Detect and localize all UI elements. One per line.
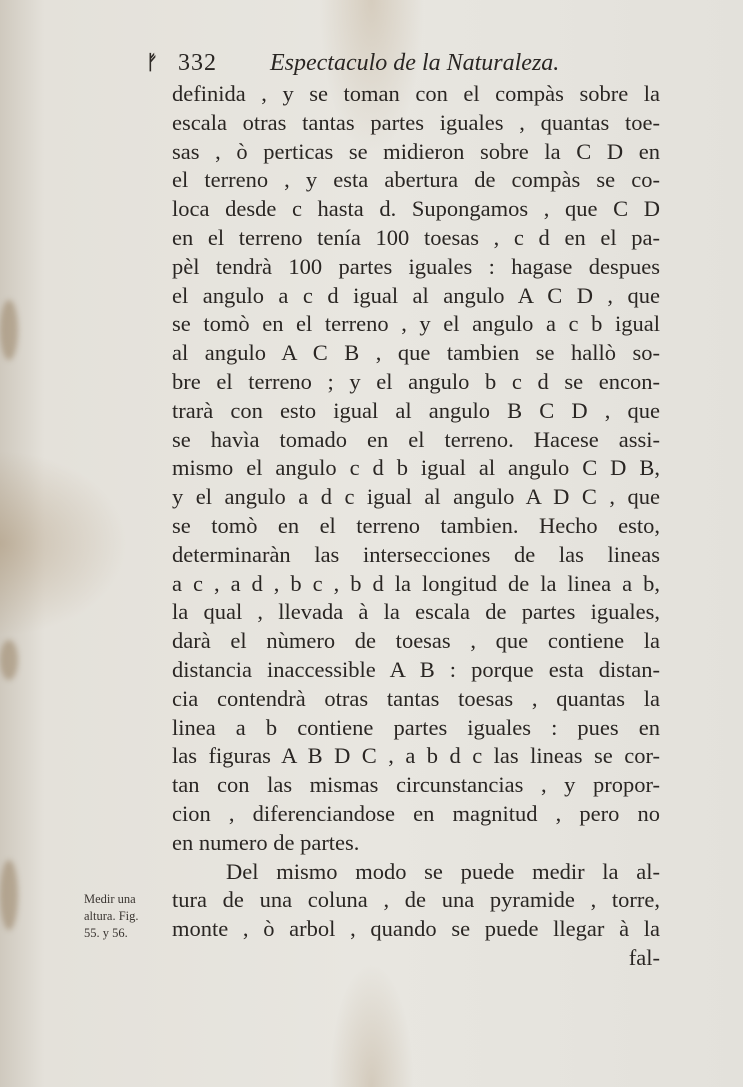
text-line: cia contendrà otras tantas toesas , quantas la [172, 685, 660, 711]
text-line: definida , y se toman con el compàs sobre la [172, 81, 660, 106]
text-line: sas , ò perticas se midieron sobre la C D en [172, 138, 660, 164]
text-line: determinaràn las intersecciones de las lineas [172, 541, 660, 567]
catchword: fal- [628, 944, 660, 970]
running-title: Espectaculo de la Naturaleza. [270, 50, 560, 76]
edge-stain [0, 300, 18, 360]
text-line: tura de una coluna , de una pyramide , torre, [172, 887, 660, 913]
text-line: mismo el angulo c d b igual al angulo C D B, [172, 455, 660, 481]
margin-note [84, 891, 170, 942]
text-line: monte , ò arbol , quando se puede llegar à la [172, 916, 660, 942]
text-line: se tomò en el terreno , y el angulo a c b igual [172, 311, 660, 337]
text-line: trarà con esto igual al angulo B C D , que [172, 397, 660, 423]
printer-mark: ᚠ [146, 52, 158, 74]
text-line: se havìa tomado en el terreno. Hacese assi- [172, 426, 660, 452]
text-line: Del mismo modo se puede medir la al- [226, 858, 660, 884]
text-line: cion , diferenciandose en magnitud , pero no [172, 800, 660, 826]
text-line: en el terreno tenía 100 toesas , c d en el pa- [172, 224, 660, 250]
text-line: distancia inaccessible A B : porque esta distan- [172, 656, 660, 682]
page-header [178, 50, 618, 82]
text-line: la qual , llevada à la escala de partes iguales, [172, 599, 660, 625]
text-line: darà el nùmero de toesas , que contiene la [172, 628, 660, 654]
text-line: linea a b contiene partes iguales : pues en [172, 714, 660, 740]
edge-stain [0, 640, 18, 680]
body-text [172, 80, 660, 973]
edge-stain [0, 860, 18, 930]
text-line: al angulo A C B , que tambien se hallò so- [172, 340, 660, 366]
margin-note-line: Medir una [84, 892, 136, 906]
text-line: tan con las mismas circunstancias , y propor- [172, 772, 660, 798]
text-line: las figuras A B D C , a b d c las lineas se cor- [172, 743, 660, 769]
text-line: escala otras tantas partes iguales , quantas toe- [172, 109, 660, 135]
text-line: loca desde c hasta d. Supongamos , que C D [172, 196, 660, 222]
text-line: pèl tendrà 100 partes iguales : hagase despues [172, 253, 660, 279]
margin-note-line: 55. y 56. [84, 926, 128, 940]
text-line: el angulo a c d igual al angulo A C D , que [172, 282, 660, 308]
text-line: se tomò en el terreno tambien. Hecho esto, [172, 512, 660, 538]
margin-note-line: altura. Fig. [84, 909, 139, 923]
text-line: el terreno , y esta abertura de compàs se co- [172, 167, 660, 193]
text-line: bre el terreno ; y el angulo b c d se encon- [172, 368, 660, 394]
page-number: 332 [178, 50, 217, 76]
text-line: en numero de partes. [172, 829, 360, 855]
text-line: y el angulo a d c igual al angulo A D C , que [172, 484, 660, 510]
text-line: a c , a d , b c , b d la longitud de la linea a b, [172, 570, 660, 596]
